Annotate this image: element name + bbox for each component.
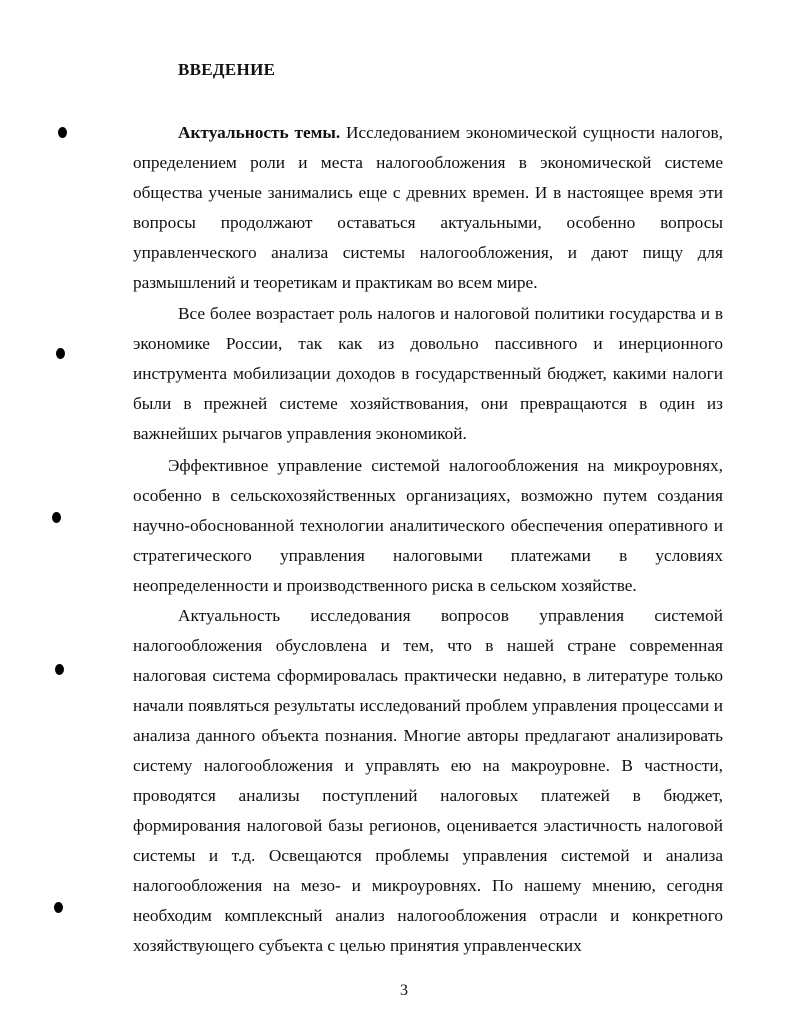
body-text [133, 118, 723, 298]
binding-hole-dot [56, 348, 65, 359]
page-number: 3 [400, 982, 408, 999]
binding-hole-dot [52, 512, 61, 523]
paragraph-4: Актуальность исследования вопросов управления системой налогообложения обусловлена и тем, что в нашей стране современная налоговая система сформировалась практически недавно, в литературе только начали появляться результаты исследований проблем управления процессами и анализа данного объекта познания. Многие авторы предлагают анализировать систему налогообложения и управлять ею на макроуровне. В частности, проводятся анализы поступлений налоговых платежей в бюджет, формирования налоговой базы регионов, оценивается эластичность налоговой системы и т.д. Освещаются проблемы управления системой и анализа налогообложения на мезо- и микроуровнях. По нашему мнению, сегодня необходим комплексный анализ налогообложения отрасли и конкретного хозяйствующего субъекта с целью принятия управленческих [133, 606, 723, 955]
paragraph-1-lead: Актуальность темы. [178, 123, 341, 142]
paragraph-2: Все более возрастает роль налогов и налоговой политики государства и в экономике России, так как из довольно пассивного и инерционного инструмента мобилизации доходов в государственный бюджет, какими налоги были в прежней системе хозяйствования, они превращаются в один из важнейших рычагов управления экономикой. [133, 304, 723, 443]
body-text [133, 299, 723, 449]
body-text [133, 451, 723, 601]
binding-hole-dot [55, 664, 64, 675]
paragraph-3: Эффективное управление системой налогообложения на микроуровнях, особенно в сельскохозяйственных организациях, возможно путем создания научно-обоснованной технологии аналитического обеспечения оперативного и стратегического управления налоговыми платежами в условиях неопределенности и производственного риска в сельском хозяйстве. [133, 456, 723, 595]
binding-hole-dot [54, 902, 63, 913]
section-heading: ВВЕДЕНИЕ [178, 60, 276, 79]
binding-hole-dot [58, 127, 67, 138]
body-text [133, 601, 723, 961]
paragraph-1-text: Исследованием экономической сущности налогов, определением роли и места налогообложения в экономической системе общества ученые занимались еще с древних времен. И в настоящее время эти вопросы продолжают оставаться актуальными, особенно вопросы управленческого анализа системы налогообложения, и дают пищу для размышлений и теоретикам и практикам во всем мире. [133, 123, 723, 292]
paragraph-1 [133, 118, 723, 298]
